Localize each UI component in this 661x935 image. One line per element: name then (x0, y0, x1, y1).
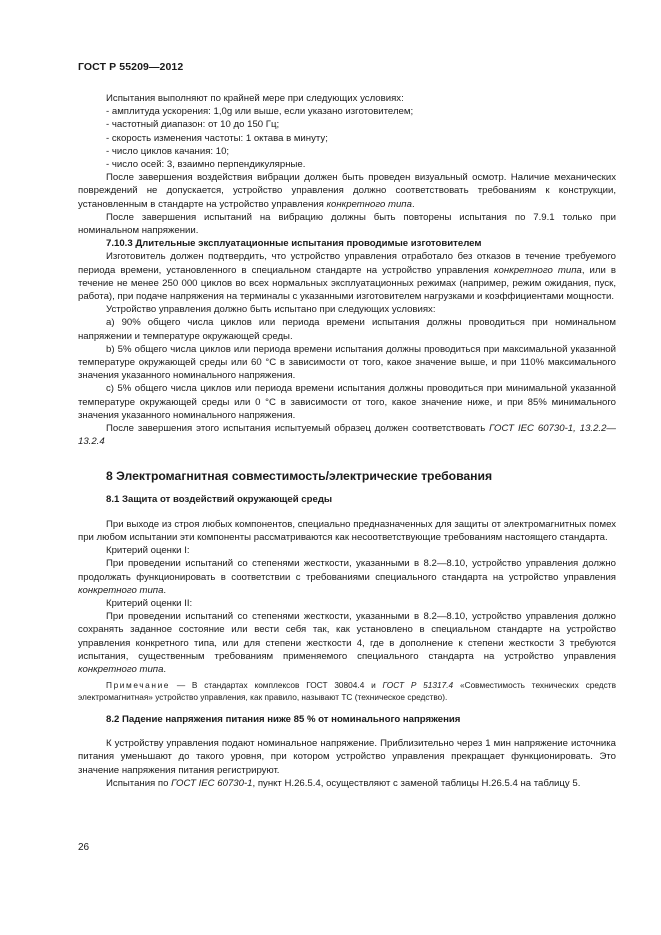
paragraph: Устройство управления должно быть испытано при следующих условиях: (106, 304, 436, 316)
paragraph: Испытания по ГОСТ IEC 60730-1, пункт Н.26.5.4, осуществляют с заменой таблицы Н.26.5.4 на таблицу 5. (106, 777, 581, 789)
paragraph: При выходе из строя любых компонентов, специально предназначенных для защиты от электромагнитных помех при любом испытании эти компоненты рассматриваются как несоответствующие требованиям настоящего стандарта. (78, 518, 616, 543)
subsection-heading-8-1: 8.1 Защита от воздействий окружающей среды (106, 494, 333, 506)
paragraph: После завершения этого испытания испытуемый образец должен соответствовать ГОСТ IEC 60730-1, 13.2.2—13.2.4 (78, 423, 617, 448)
paragraph: а) 90% общего числа циклов или периода времени испытания должны проводиться при номинальном напряжении и температуре окружающей среды. (78, 317, 616, 342)
list-item: - число осей: 3, взаимно перпендикулярные. (106, 159, 306, 171)
page-number: 26 (78, 842, 90, 853)
paragraph: После завершения воздействия вибрации должен быть проведен визуальный осмотр. Наличие механических повреждений не допускается, устройство управления должно соответствовать требованиям к конструкции, установленным в стандарте на устройство управления конкретного типа. (78, 172, 616, 210)
paragraph: Изготовитель должен подтвердить, что устройство управления отработало без отказов в течение требуемого периода времени, установленного в специальном стандарте на устройство управления конкретного типа, или в течение не менее 250 000 циклов во всех нормальных эксплуатационных режимах (например, режим ожидания, пуск, работа), при подаче напряжения на терминалы с указанными изготовителем нагрузками и коэффициентами мощности. (78, 251, 616, 303)
list-item: - частотный диапазон: от 10 до 150 Гц; (106, 119, 280, 131)
list-item: - скорость изменения частоты: 1 октава в минуту; (106, 132, 328, 144)
paragraph: b) 5% общего числа циклов или периода времени испытания должны проводиться при максимальной указанной температуре окружающей среды или 60 °С в зависимости от того, какое значение выше, и при 110% максимального значения указанного номинального напряжения. (78, 343, 616, 382)
paragraph: Испытания выполняют по крайней мере при следующих условиях: (106, 93, 404, 104)
list-item: - число циклов качания: 10; (106, 145, 230, 157)
section-heading-8: 8 Электромагнитная совместимость/электрические требования (106, 469, 493, 484)
subsection-heading-7-10-3: 7.10.3 Длительные эксплуатационные испытания проводимые изготовителем (106, 238, 482, 250)
paragraph: После завершения испытаний на вибрацию должны быть повторены испытания по 7.9.1 только при номинальном напряжении. (78, 211, 616, 237)
list-item: - амплитуда ускорения: 1,0g или выше, если указано изготовителем; (106, 106, 414, 118)
paragraph: с) 5% общего числа циклов или периода времени испытания должны проводиться при минимальной указанной температуре окружающей среды или 0 °С в зависимости от того, какое значение ниже, и при 85% минимального значения указанного номинального напряжения. (78, 383, 616, 421)
note-label: Примечание (106, 680, 171, 691)
subsection-heading-8-2: 8.2 Падение напряжения питания ниже 85 % от номинального напряжения (106, 713, 461, 725)
page-content (78, 92, 616, 790)
paragraph: Критерий оценки I: (106, 545, 190, 557)
document-header: ГОСТ Р 55209—2012 (78, 61, 184, 73)
paragraph: При проведении испытаний со степенями жесткости, указанными в 8.2—8.10, устройство управления должно сохранять заданное состояние или вести себя так, как установлено в специальном стандарте на устройство управления конкретного типа, или для степени жесткости 4, где в дополнение к степени жесткости 3 требуются испытания, существенным требованиям применяемого специального стандарта на устройство управления конкретного типа. (78, 611, 616, 675)
note: Примечание — В стандартах комплексов ГОСТ 30804.4 и ГОСТ Р 51317.4 «Совместимость технических средств электромагнитная» устройство управления, как правило, называют ТС (техническое средство). (78, 680, 616, 702)
paragraph: К устройству управления подают номинальное напряжение. Приблизительно через 1 мин напряжение источника питания уменьшают до такого уровня, при котором устройство управления прекращает функционировать. Это значение напряжения питания регистрируют. (78, 738, 616, 776)
paragraph: При проведении испытаний со степенями жесткости, указанными в 8.2—8.10, устройство управления должно продолжать функционировать в соответствии с требованиями специального стандарта на устройство управления конкретного типа. (78, 558, 616, 596)
paragraph: Критерий оценки II: (106, 597, 193, 609)
